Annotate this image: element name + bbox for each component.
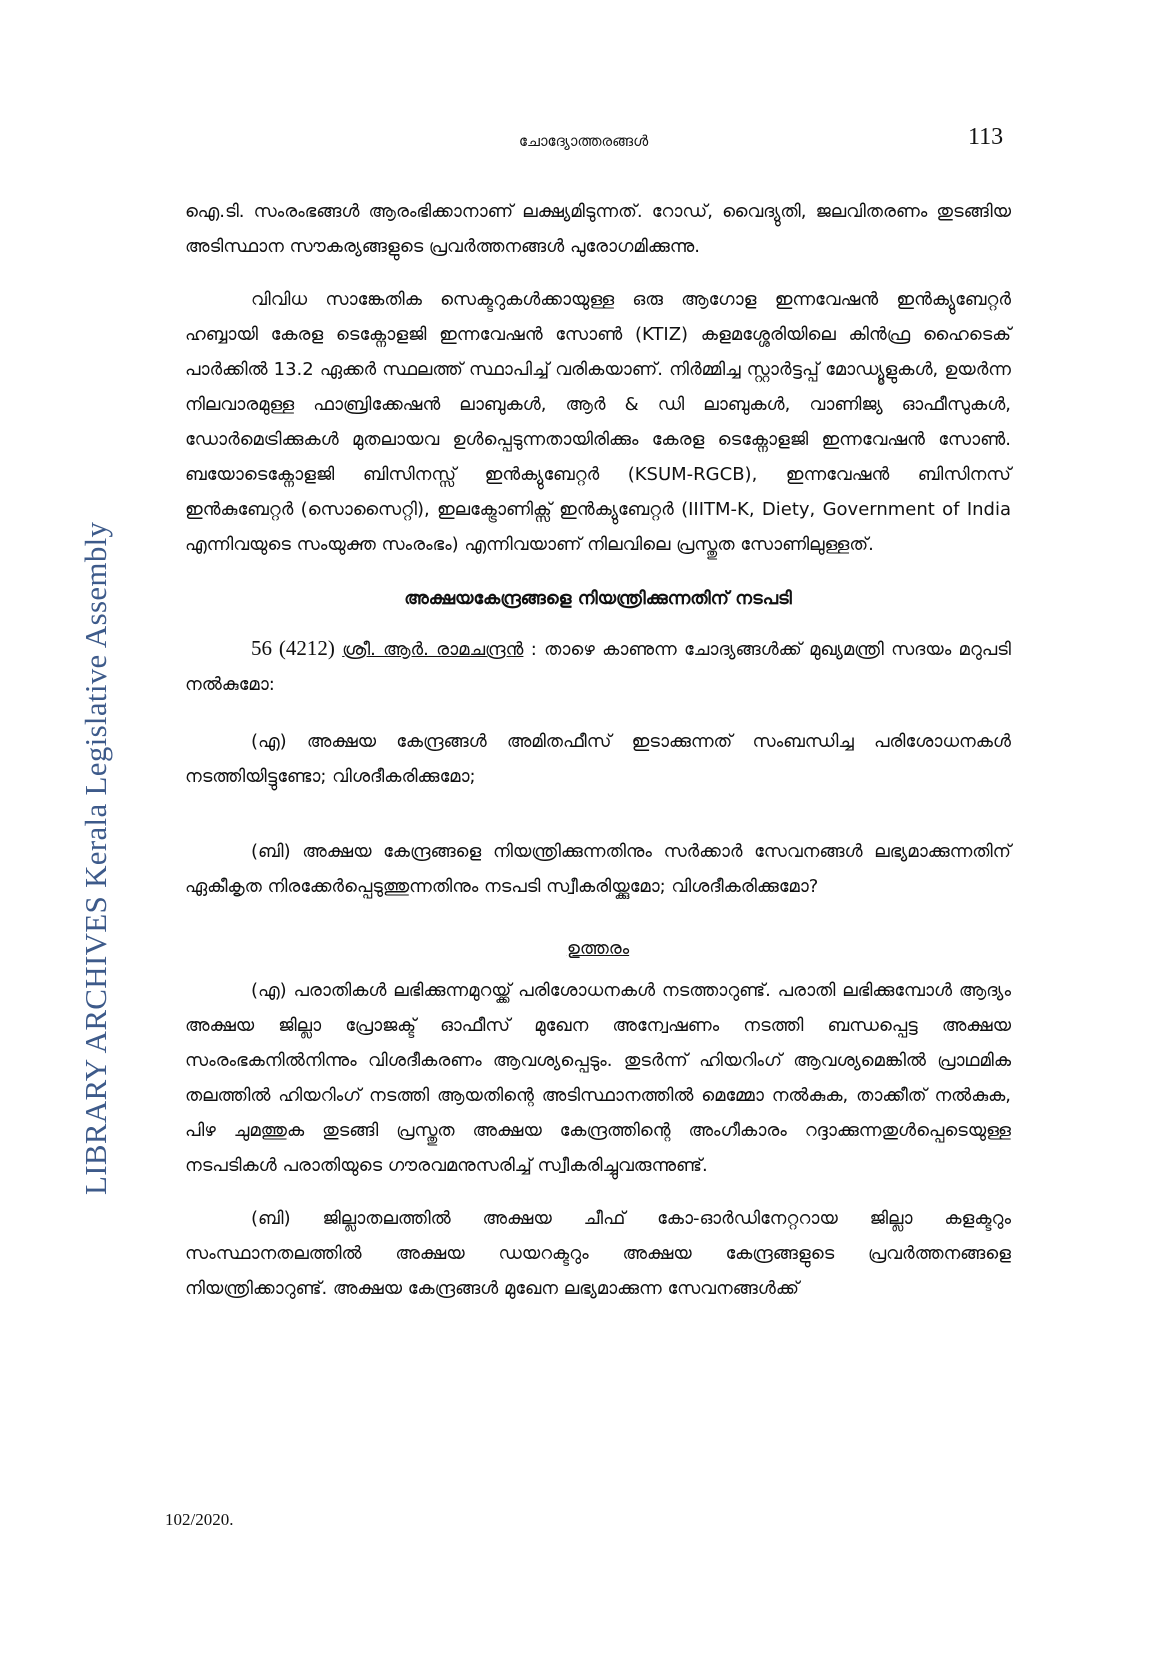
paragraph-ktiz: വിവിധ സാങ്കേതിക സെക്ടറുകൾക്കായുള്ള ഒരു ആഗോള ഇന്നവേഷൻ ഇൻക്യുബേറ്റർ ഹബ്ബായി കേരള ടെക്നോളജി ഇന്നവേഷൻ സോൺ (KTIZ) കളമശ്ശേരിയിലെ കിൻഫ്ര ഹൈടെക് പാർക്കിൽ 13.2 ഏക്കർ സ്ഥലത്ത് സ്ഥാപിച്ച് വരികയാണ്. നിർമ്മിച്ച സ്റ്റാർട്ടപ്പ് മോഡ്യൂളുകൾ, ഉയർന്ന നിലവാരമുള്ള ഫാബ്രിക്കേഷൻ ലാബുകൾ, ആർ & ഡി ലാബുകൾ, വാണിജ്യ ഓഫീസുകൾ, ഡോർമെട്രിക്കുകൾ മുതലായവ ഉൾപ്പെടുന്നതായിരിക്കും കേരള ടെക്നോളജി ഇന്നവേഷൻ സോൺ. ബയോടെക്നോളജി ബിസിനസ്സ് ഇൻക്യുബേറ്റർ (KSUM-RGCB), ഇന്നവേഷൻ ബിസിനസ് ഇൻകുബേറ്റർ (സൊസൈറ്റി), ഇലക്ട്രോണിക്സ് ഇൻക്യുബേറ്റർ (IIITM-K, Diety, Government of India എന്നിവയുടെ സംയുക്ത സംരംഭം) എന്നിവയാണ് നിലവിലെ പ്രസ്തുത സോണിലുള്ളത്. — [185, 289, 1011, 555]
question-number: 56 (4212) — [251, 636, 335, 660]
question-b: (ബി) അക്ഷയ കേന്ദ്രങ്ങളെ നിയന്ത്രിക്കുന്നതിനും സർക്കാർ സേവനങ്ങൾ ലഭ്യമാക്കുന്നതിന് ഏകീകൃത നിരക്കേർപ്പെടുത്തുന്നതിനും നടപടി സ്വീകരിയ്ക്കുമോ; വിശദീകരിക്കുമോ? — [185, 841, 1011, 897]
question-heading: അക്ഷയകേന്ദ്രങ്ങളെ നിയന്ത്രിക്കുന്നതിന് നടപടി — [404, 588, 792, 609]
running-header: ചോദ്യോത്തരങ്ങൾ — [518, 132, 649, 150]
question-intro — [185, 631, 1011, 702]
document-body — [185, 194, 1011, 1306]
paragraph-intro: ഐ.ടി. സംരംഭങ്ങൾ ആരംഭിക്കാനാണ് ലക്ഷ്യമിടുന്നത്. റോഡ്, വൈദ്യുതി, ജലവിതരണം തുടങ്ങിയ അടിസ്ഥാന സൗകര്യങ്ങളുടെ പ്രവർത്തനങ്ങൾ പുരോഗമിക്കുന്നു. — [185, 201, 1011, 257]
page-number: 113 — [968, 124, 1004, 150]
member-name: ശ്രീ. ആർ. രാമചന്ദ്രൻ — [342, 639, 524, 660]
question-a: (എ) അക്ഷയ കേന്ദ്രങ്ങൾ അമിതഫീസ് ഇടാക്കുന്നത് സംബന്ധിച്ച പരിശോധനകൾ നടത്തിയിട്ടുണ്ടോ; വിശദീകരിക്കുമോ; — [185, 731, 1011, 787]
answer-a: (എ) പരാതികൾ ലഭിക്കുന്നമുറയ്ക്ക് പരിശോധനകൾ നടത്താറുണ്ട്. പരാതി ലഭിക്കുമ്പോൾ ആദ്യം അക്ഷയ ജില്ലാ പ്രോജക്ട് ഓഫീസ് മുഖേന അന്വേഷണം നടത്തി ബന്ധപ്പെട്ട അക്ഷയ സംരംഭകനിൽനിന്നും വിശദീകരണം ആവശ്യപ്പെടും. തുടർന്ന് ഹിയറിംഗ് ആവശ്യമെങ്കിൽ പ്രാഥമിക തലത്തിൽ ഹിയറിംഗ് നടത്തി ആയതിന്റെ അടിസ്ഥാനത്തിൽ മെമ്മോ നൽകുക, താക്കീത് നൽകുക, പിഴ ചുമത്തുക തുടങ്ങി പ്രസ്തുത അക്ഷയ കേന്ദ്രത്തിന്റെ അംഗീകാരം റദ്ദാക്കുന്നതുൾപ്പെടെയുള്ള നടപടികൾ പരാതിയുടെ ഗൗരവമനുസരിച്ച് സ്വീകരിച്ചുവരുന്നുണ്ട്. — [185, 980, 1011, 1176]
answer-heading: ഉത്തരം — [566, 938, 630, 959]
footer-reference: 102/2020. — [165, 1510, 234, 1529]
archive-watermark: LIBRARY ARCHIVES Kerala Legislative Assembly — [78, 521, 113, 1195]
question-intro-text: : താഴെ കാണുന്ന ചോദ്യങ്ങൾക്ക് മുഖ്യമന്ത്രി സദയം മറുപടി നൽകുമോ: — [185, 639, 1011, 695]
answer-b: (ബി) ജില്ലാതലത്തിൽ അക്ഷയ ചീഫ് കോ-ഓർഡിനേറ്ററായ ജില്ലാ കളക്ടറും സംസ്ഥാനതലത്തിൽ അക്ഷയ ഡയറക്ടറും അക്ഷയ കേന്ദ്രങ്ങളുടെ പ്രവർത്തനങ്ങളെ നിയന്ത്രിക്കാറുണ്ട്. അക്ഷയ കേന്ദ്രങ്ങൾ മുഖേന ലഭ്യമാക്കുന്ന സേവനങ്ങൾക്ക് — [185, 1208, 1011, 1299]
